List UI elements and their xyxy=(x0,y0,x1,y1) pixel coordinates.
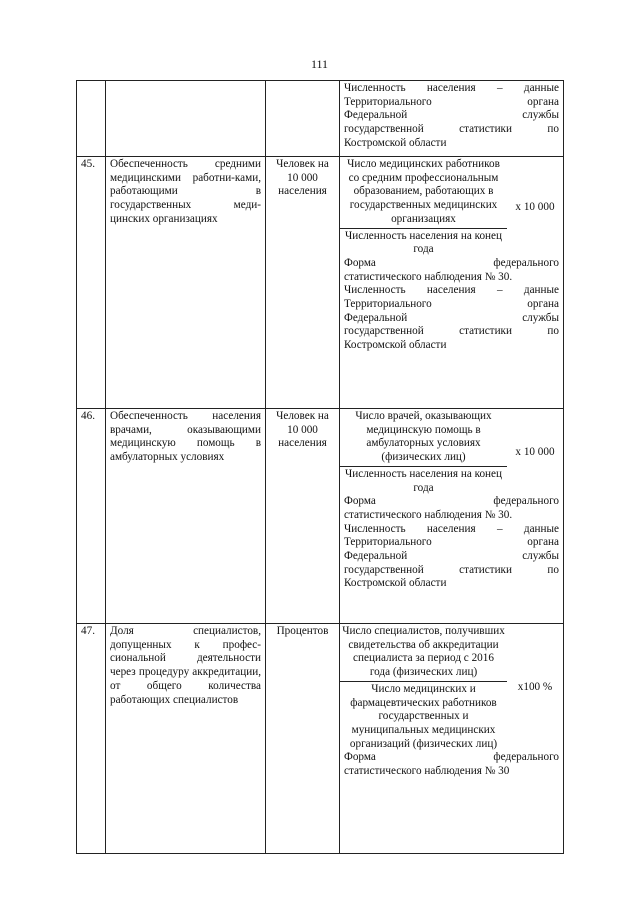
unit-cell xyxy=(266,81,340,157)
denominator: Численность населения на конец года xyxy=(344,229,502,256)
row-number: 47. xyxy=(77,624,106,854)
denominator: Численность населения на конец года xyxy=(344,467,502,494)
unit-of-measure: Процентов xyxy=(266,624,340,854)
source-line: государственной статистики по xyxy=(344,325,559,338)
form-line: Форма федерального xyxy=(344,256,559,269)
formula xyxy=(340,410,563,495)
source-line: Федеральной службы xyxy=(344,311,559,324)
source-line: государственной статистики по xyxy=(344,123,559,136)
formula xyxy=(340,158,563,257)
method-cell xyxy=(340,81,564,157)
source-line: Костромской области xyxy=(344,577,447,590)
multiplier: х 10 000 xyxy=(515,445,555,458)
denominator: Число медицинских и фармацевтических работников государственных и муниципальных медицинских организаций (физических лиц) xyxy=(349,682,498,750)
source-line: Федеральной службы xyxy=(344,550,559,563)
source-line: государственной статистики по xyxy=(344,563,559,576)
numerator: Число врачей, оказывающих медицинскую помощь в амбулаторных условиях (физических лиц) xyxy=(340,410,507,467)
fraction xyxy=(340,158,507,257)
table-row xyxy=(77,409,564,624)
form-note xyxy=(344,257,559,284)
numerator: Число специалистов, получивших свидетельства об аккредитации специалиста за период с 2016 года (физических лиц) xyxy=(340,625,507,682)
indicator-name: Обеспеченность средними медицинскими работни-ками, работающими в государственных меди-цинских организациях xyxy=(106,157,266,409)
method-cell xyxy=(340,409,564,624)
source-line: Территориального органа xyxy=(344,298,559,311)
indicator-name: Обеспеченность населения врачами, оказывающими медицинскую помощь в амбулаторных условиях xyxy=(106,409,266,624)
numerator: Число медицинских работников со средним профессиональным образованием, работающих в государственных медицинских организациях xyxy=(340,158,507,229)
multiplier: х100 % xyxy=(517,681,553,694)
source-line: Костромской области xyxy=(344,339,447,352)
source-line: Численность населения – данные xyxy=(344,284,559,297)
unit-of-measure: Человек на 10 000 населения xyxy=(266,157,340,409)
indicator-name: Доля специалистов, допущенных к профес-сиональной деятельности через процедуру аккредитации, от общего количества работающих специалистов xyxy=(106,624,266,854)
page-number: 111 xyxy=(310,57,329,71)
source-note xyxy=(344,284,559,353)
source-line: Федеральной службы xyxy=(344,109,559,122)
method-cell xyxy=(340,157,564,409)
unit-of-measure: Человек на 10 000 населения xyxy=(266,409,340,624)
form-line: статистического наблюдения № 30. xyxy=(344,270,513,283)
form-line: статистического наблюдения № 30 xyxy=(344,765,510,778)
form-line: Форма федерального xyxy=(344,495,559,508)
form-note xyxy=(344,495,559,522)
form-line: Форма федерального xyxy=(344,751,559,764)
source-note xyxy=(344,82,559,151)
source-line: Костромской области xyxy=(344,136,447,149)
name-cell xyxy=(106,81,266,157)
indicators-table xyxy=(76,80,564,854)
multiplier: х 10 000 xyxy=(515,200,555,213)
table-row xyxy=(77,157,564,409)
table-row xyxy=(77,624,564,854)
row-number: 45. xyxy=(77,157,106,409)
number-cell xyxy=(77,81,106,157)
source-line: Территориального органа xyxy=(344,95,559,108)
source-line: Численность населения – данные xyxy=(344,82,559,94)
source-line: Численность населения – данные xyxy=(344,522,559,535)
source-note xyxy=(344,523,559,592)
method-cell xyxy=(340,624,564,854)
source-line: Территориального органа xyxy=(344,536,559,549)
table-row xyxy=(77,81,564,157)
fraction xyxy=(340,410,507,495)
form-note xyxy=(344,751,559,778)
fraction xyxy=(340,625,507,751)
formula xyxy=(340,625,563,751)
form-line: статистического наблюдения № 30. xyxy=(344,508,513,521)
row-number: 46. xyxy=(77,409,106,624)
